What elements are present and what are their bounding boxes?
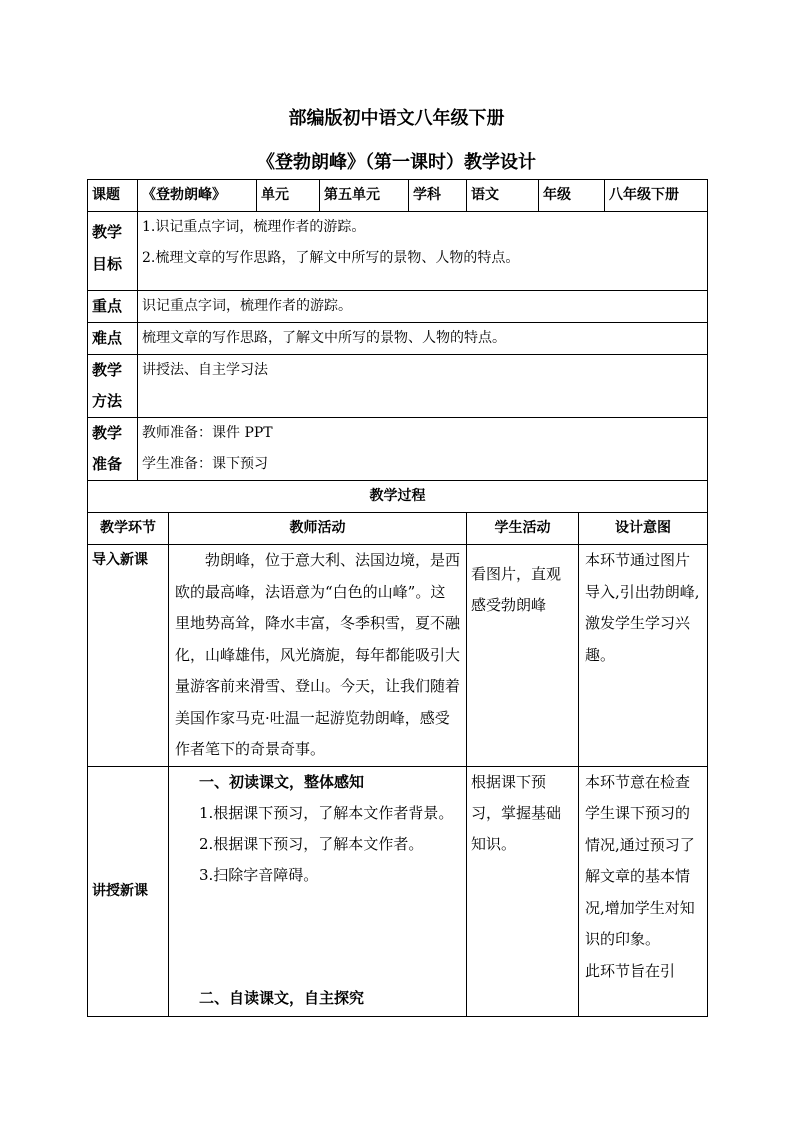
label-goals bbox=[88, 212, 138, 291]
design-intent-text-next: 此环节旨在引 bbox=[585, 961, 676, 980]
prep-teacher: 教师准备：课件 PPT bbox=[142, 425, 273, 441]
column-header-stage: 教学环节 bbox=[88, 513, 169, 545]
value-subject: 语文 bbox=[467, 180, 539, 212]
label-topic: 课题 bbox=[88, 180, 138, 212]
label-method-line1: 教学 bbox=[92, 361, 123, 379]
value-topic: 《登勃朗峰》 bbox=[138, 180, 257, 212]
difficulty-text: 梳理文章的写作思路，了解文中所写的景物、人物的特点。 bbox=[138, 323, 708, 355]
section-heading-1: 一、初读课文，整体感知 bbox=[199, 772, 365, 791]
label-difficulty: 难点 bbox=[88, 323, 138, 355]
goal-item: 2.梳理文章的写作思路，了解文中所写的景物、人物的特点。 bbox=[142, 250, 520, 266]
design-intent-new-lesson bbox=[579, 766, 708, 1016]
value-unit: 第五单元 bbox=[320, 180, 409, 212]
activity-step: 1.根据课下预习，了解本文作者背景。 bbox=[199, 803, 454, 822]
label-method-line2: 方法 bbox=[92, 392, 123, 410]
goal-item: 1.识记重点字词，梳理作者的游踪。 bbox=[142, 219, 366, 235]
label-prep-line2: 准备 bbox=[92, 455, 123, 473]
label-subject: 学科 bbox=[409, 180, 467, 212]
teacher-activity-intro: 勃朗峰，位于意大利、法国边境，是西欧的最高峰，法语意为“白色的山峰”。这里地势高耸，降水丰富，冬季积雪，夏不融化，山峰雄伟，风光旖旎，每年都能吸引大量游客前来滑雪、登山。今天，让我们随着美国作家马克·吐温一起游览勃朗峰，感受作者笔下的奇景奇事。 bbox=[169, 545, 467, 767]
design-intent-text: 本环节意在检查学生课下预习的情况,通过预习了解文章的基本情况,增加学生对知识的印象。 bbox=[585, 772, 695, 948]
teacher-activity-new-lesson bbox=[169, 766, 467, 1016]
prep-content bbox=[138, 418, 708, 481]
document-title: 部编版初中语文八年级下册 bbox=[288, 108, 505, 129]
design-intent-intro: 本环节通过图片导入,引出勃朗峰,激发学生学习兴趣。 bbox=[579, 545, 708, 767]
stage-new-lesson: 讲授新课 bbox=[88, 766, 169, 1016]
label-goals-line2: 目标 bbox=[92, 255, 123, 273]
label-prep-line1: 教学 bbox=[92, 424, 123, 442]
label-prep bbox=[88, 418, 138, 481]
label-grade: 年级 bbox=[539, 180, 605, 212]
method-text: 讲授法、自主学习法 bbox=[138, 355, 708, 418]
activity-step: 3.扫除字音障碍。 bbox=[199, 865, 319, 884]
value-grade: 八年级下册 bbox=[605, 180, 708, 212]
column-header-intent: 设计意图 bbox=[579, 513, 708, 545]
lesson-plan-table bbox=[87, 179, 708, 1017]
process-heading: 教学过程 bbox=[88, 481, 708, 513]
label-key-point: 重点 bbox=[88, 291, 138, 323]
activity-step: 2.根据课下预习，了解本文作者。 bbox=[199, 834, 424, 853]
label-goals-line1: 教学 bbox=[92, 223, 123, 241]
document-subtitle: 《登勃朗峰》（第一课时）教学设计 bbox=[257, 152, 536, 173]
student-activity-intro: 看图片，直观感受勃朗峰 bbox=[467, 545, 579, 767]
key-point-text: 识记重点字词，梳理作者的游踪。 bbox=[138, 291, 708, 323]
section-heading-2: 二、自读课文，自主探究 bbox=[199, 988, 365, 1007]
column-header-teacher: 教师活动 bbox=[169, 513, 467, 545]
label-method bbox=[88, 355, 138, 418]
student-activity-new-lesson: 根据课下预习，掌握基础知识。 bbox=[467, 766, 579, 1016]
column-header-student: 学生活动 bbox=[467, 513, 579, 545]
stage-intro: 导入新课 bbox=[88, 545, 169, 767]
prep-student: 学生准备：课下预习 bbox=[142, 456, 268, 472]
label-unit: 单元 bbox=[257, 180, 320, 212]
goals-content bbox=[138, 212, 708, 291]
